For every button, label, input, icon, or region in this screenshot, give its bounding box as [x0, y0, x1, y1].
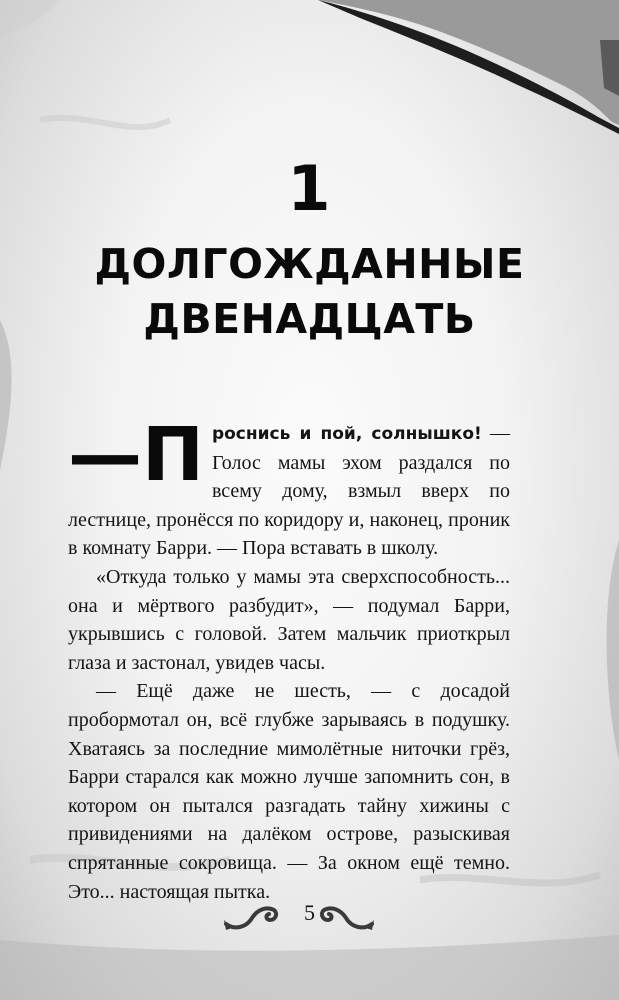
chapter-title-line-1: ДОЛГОЖДАННЫЕ — [94, 240, 525, 288]
chapter-text — [68, 412, 510, 906]
paragraph-2: «Откуда только у мамы эта сверхспособность... она и мёртвого разбудит», — подумал Барри, укрывшись с головой. Затем мальчик приоткрыл глаза и застонал, увидев часы. — [68, 565, 510, 674]
page-number: 5 — [304, 900, 315, 925]
paragraph-1 — [68, 412, 510, 563]
right-swirl-ornament-icon — [318, 898, 376, 934]
paragraph-3: — Ещё даже не шесть, — с досадой пробормотал он, всё глубже зарываясь в подушку. Хватаясь за последние мимолётные ниточки грёз, Барри старался как можно лучше запомнить сон, в котором он пытался разгадать тайну хижины с привидениями на далёком острове, разыскивая спрятанные сокровища. — За окном ещё темно. Это... настоящая пытка. — [68, 680, 510, 903]
chapter-number: 1 — [287, 152, 332, 225]
chapter-title-line-2: ДВЕНАДЦАТЬ — [143, 295, 476, 343]
page-footer — [0, 898, 619, 938]
paragraph-1-text: — Голос мамы эхом раздался по всему дому, взмыл вверх по лестнице, пронёсся по коридору и, наконец, проник в комнату Барри. — Пора вставать в школу. — [68, 422, 510, 560]
opening-phrase: роснись и пой, солнышко! — [211, 424, 482, 444]
chapter-title — [0, 237, 619, 347]
drop-cap: —П — [68, 412, 204, 498]
